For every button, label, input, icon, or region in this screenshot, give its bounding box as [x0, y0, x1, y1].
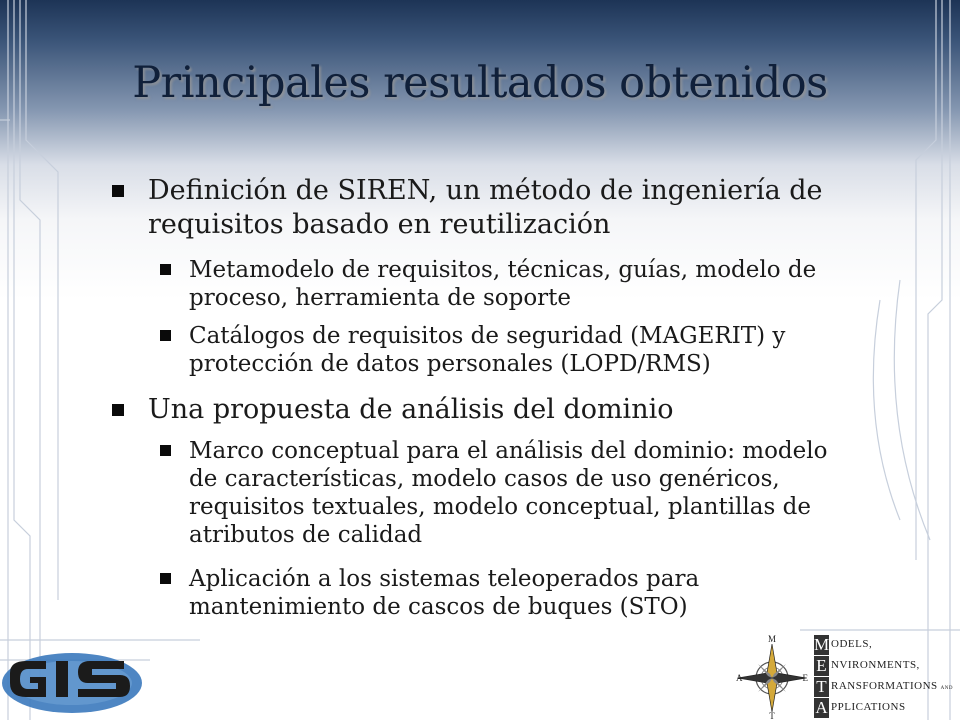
square-bullet-icon: [112, 185, 124, 197]
sub-bullet-text: Metamodelo de requisitos, técnicas, guías, modelo de proceso, herramienta de soporte: [189, 257, 817, 311]
meta-logo-word: [831, 701, 906, 713]
bullet-item: [112, 393, 832, 427]
compass-label-e: E: [802, 673, 808, 683]
square-bullet-icon: [160, 573, 171, 584]
square-bullet-icon: [160, 330, 171, 341]
meta-logo-word: [831, 638, 872, 650]
sub-bullet-item: [160, 437, 840, 549]
sub-bullet-text: Catálogos de requisitos de seguridad (MAGERIT) y protección de datos personales (LOPD/RMS): [189, 323, 786, 377]
bullet-item: [112, 174, 832, 242]
meta-logo-initial: M: [814, 635, 830, 654]
bullet-text: Una propuesta de análisis del dominio: [148, 394, 674, 425]
meta-logo-word: [831, 659, 920, 671]
meta-logo-word-text: ODELS,: [831, 638, 873, 650]
meta-logo-initial: T: [814, 677, 829, 697]
square-bullet-icon: [112, 404, 124, 416]
meta-logo-and: AND: [940, 686, 953, 691]
sub-bullet-item: [160, 565, 840, 621]
compass-label-n: M: [767, 634, 777, 644]
meta-logo: [814, 635, 958, 720]
sub-bullet-item: [160, 322, 840, 378]
meta-logo-word-text: NVIRONMENTS,: [831, 659, 920, 671]
compass-rose-icon: [732, 632, 812, 720]
square-bullet-icon: [160, 264, 171, 275]
gis-logo: [0, 645, 150, 720]
meta-logo-word-text: RANSFORMATIONS: [831, 680, 938, 692]
sub-bullet-item: [160, 256, 840, 312]
slide-title: Principales resultados obtenidos: [132, 58, 828, 108]
meta-logo-word: [831, 680, 953, 692]
meta-logo-row: [814, 635, 958, 655]
meta-logo-word-text: PPLICATIONS: [831, 701, 906, 713]
meta-logo-row: [814, 698, 958, 718]
meta-logo-row: [814, 677, 958, 697]
square-bullet-icon: [160, 445, 171, 456]
compass-label-s: T: [769, 711, 775, 720]
meta-logo-initial: E: [814, 656, 829, 676]
bullet-text: Definición de SIREN, un método de ingeniería de requisitos basado en reutilización: [148, 175, 823, 240]
compass-label-w: A: [736, 673, 743, 683]
meta-logo-initial: A: [815, 698, 828, 717]
meta-logo-row: [814, 656, 958, 676]
sub-bullet-text: Marco conceptual para el análisis del dominio: modelo de características, modelo casos de uso genéricos, requisitos textuales, modelo conceptual, plantillas de atributos de calidad: [189, 438, 828, 548]
sub-bullet-text: Aplicación a los sistemas teleoperados para mantenimiento de cascos de buques (STO): [189, 566, 700, 620]
